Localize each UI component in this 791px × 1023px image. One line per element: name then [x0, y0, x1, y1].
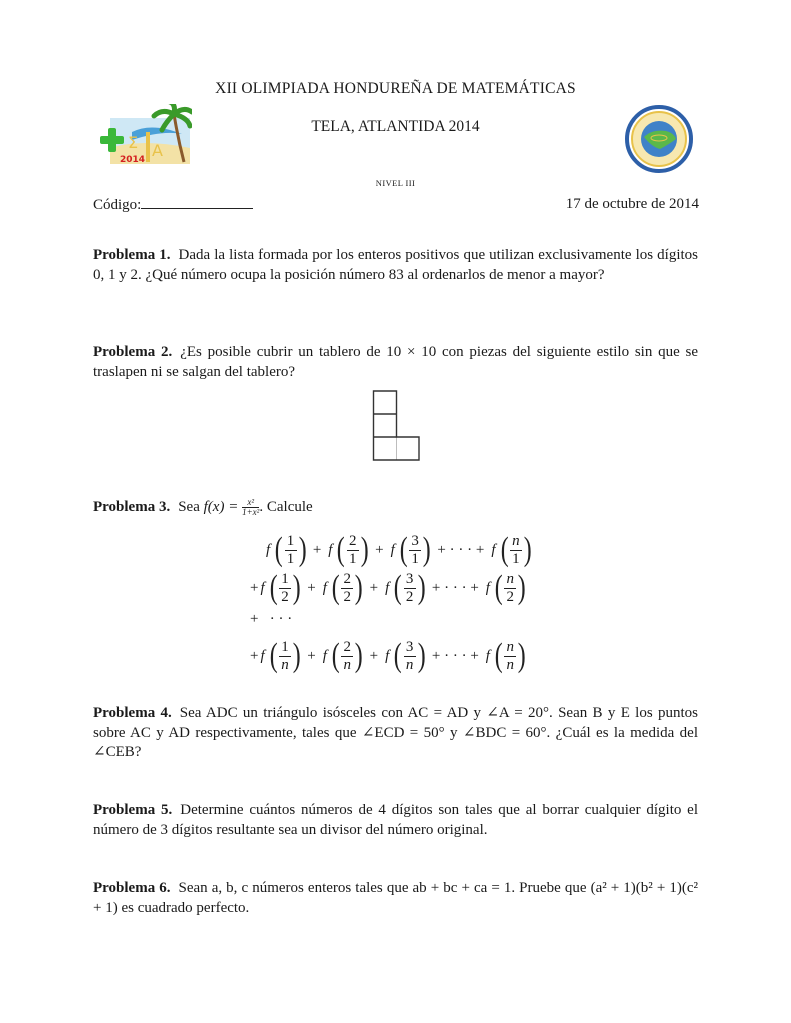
left-paren: (	[393, 637, 402, 674]
term-numerator: 3	[404, 639, 416, 657]
problem-3	[93, 498, 698, 518]
operator: +	[312, 541, 322, 558]
right-paren: )	[417, 569, 426, 606]
problem-1	[93, 246, 698, 285]
term-fraction	[504, 639, 516, 674]
function-symbol: f	[328, 541, 333, 558]
problem-label: Problema 3.	[93, 499, 171, 515]
svg-text:2014: 2014	[120, 155, 146, 165]
term-denominator: n	[506, 656, 515, 673]
operator: +	[250, 579, 259, 596]
code-field	[93, 196, 253, 214]
term-fraction	[279, 571, 291, 606]
sum-expression	[250, 530, 540, 680]
left-paren: (	[494, 637, 503, 674]
term-fraction	[409, 533, 421, 568]
operator: +	[250, 647, 259, 664]
left-paren: (	[331, 569, 340, 606]
code-blank-line	[141, 196, 253, 209]
operator: + · · · +	[437, 541, 485, 558]
term-numerator: n	[510, 533, 522, 551]
function-term	[484, 639, 528, 674]
problem-text: . Calcule	[259, 499, 313, 515]
operator: +	[307, 579, 316, 596]
term-fraction	[510, 533, 522, 568]
function-symbol: f	[322, 647, 327, 664]
term-denominator: 1	[286, 550, 295, 567]
right-paren: )	[354, 637, 363, 674]
problem-text: ¿Es posible cubrir un tablero de 10 × 10 con piezas del siguiente estilo sin que se traslapen ni se salgan del tablero?	[93, 344, 698, 380]
comite-nacional-olimpiadas-seal-icon	[618, 105, 700, 173]
term-numerator: 3	[404, 571, 416, 589]
right-paren: )	[292, 569, 301, 606]
problem-label: Problema 4.	[93, 705, 172, 721]
problem-text: Sea	[178, 499, 204, 515]
right-paren: )	[517, 569, 526, 606]
term-denominator: 1	[512, 550, 520, 567]
problem-4	[93, 704, 698, 763]
term-denominator: n	[343, 656, 352, 673]
left-paren: (	[337, 531, 346, 568]
term-numerator: n	[504, 639, 516, 657]
left-paren: (	[393, 569, 402, 606]
operator: +	[369, 579, 379, 596]
term-denominator: 2	[405, 588, 414, 605]
function-symbol: f	[260, 579, 265, 596]
operator: +	[369, 647, 379, 664]
term-fraction	[347, 533, 359, 568]
right-paren: )	[517, 637, 526, 674]
term-denominator: 1	[411, 550, 419, 567]
problem-2	[93, 343, 698, 382]
term-numerator: 2	[347, 533, 359, 551]
term-numerator: 1	[285, 533, 297, 551]
exam-location: TELA, ATLANTIDA 2014	[311, 118, 480, 135]
left-paren: (	[500, 531, 509, 568]
problem-text: Dada la lista formada por los enteros positivos que utilizan exclusivamente los dígitos 0, 1 y 2. ¿Qué número ocupa la posición número 83 al ordenarlos de menor a mayor?	[93, 247, 698, 283]
exam-title: XII OLIMPIADA HONDUREÑA DE MATEMÁTICAS	[215, 80, 576, 97]
function-term	[321, 571, 365, 606]
term-denominator: 2	[343, 588, 352, 605]
function-term	[258, 571, 302, 606]
problem-label: Problema 5.	[93, 802, 173, 818]
left-paren: (	[494, 569, 503, 606]
problem-text: Sean a, b, c números enteros tales que ab + bc + ca = 1. Pruebe que (a² + 1)(b² + 1)(c² + 1) es cuadrado perfecto.	[93, 880, 698, 916]
function-term	[258, 639, 302, 674]
problem-label: Problema 2.	[93, 344, 173, 360]
term-fraction	[341, 571, 353, 606]
function-fraction	[242, 498, 259, 517]
sum-row	[250, 636, 528, 676]
left-paren: (	[269, 637, 278, 674]
term-denominator: 1	[349, 550, 357, 567]
function-definition: f(x) =	[203, 499, 243, 515]
fraction-numerator: x²	[242, 498, 259, 508]
left-paren: (	[331, 637, 340, 674]
operator: + · · · +	[431, 647, 479, 664]
term-denominator: 2	[281, 588, 289, 605]
exam-date: 17 de octubre de 2014	[565, 196, 699, 212]
operator: +	[375, 541, 384, 558]
function-symbol: f	[260, 647, 265, 664]
problem-label: Problema 1.	[93, 247, 171, 263]
problem-6	[93, 879, 698, 918]
function-term	[383, 639, 427, 674]
exam-level: NIVEL III	[375, 178, 416, 188]
term-fraction	[404, 571, 416, 606]
function-term	[484, 571, 528, 606]
function-term	[326, 533, 370, 568]
right-paren: )	[298, 531, 307, 568]
term-numerator: 2	[341, 639, 353, 657]
l-tetromino-figure	[372, 390, 420, 467]
function-symbol: f	[390, 541, 395, 558]
term-fraction	[504, 571, 516, 606]
function-symbol: f	[491, 541, 496, 558]
term-numerator: 3	[409, 533, 421, 551]
term-fraction	[404, 639, 416, 674]
function-symbol: f	[485, 647, 490, 664]
problem-label: Problema 6.	[93, 880, 171, 896]
term-fraction	[341, 639, 353, 674]
function-term	[383, 571, 427, 606]
term-numerator: n	[504, 571, 516, 589]
problem-text: Sea ADC un triángulo isósceles con AC = AD y ∠A = 20°. Sean B y E los puntos sobre AC y AD respectivamente, tales que ∠ECD = 50° y ∠BDC = 60°. ¿Cuál es la medida del ∠CEB?	[93, 705, 698, 760]
problem-5	[93, 801, 698, 840]
right-paren: )	[417, 637, 426, 674]
fraction-denominator: 1+x²	[242, 507, 260, 518]
right-paren: )	[292, 637, 301, 674]
term-denominator: 2	[506, 588, 515, 605]
function-symbol: f	[385, 579, 390, 596]
right-paren: )	[354, 569, 363, 606]
term-denominator: n	[405, 656, 414, 673]
left-paren: (	[269, 569, 278, 606]
function-term	[489, 533, 533, 568]
function-term	[389, 533, 433, 568]
operator: +	[307, 647, 316, 664]
sum-row	[264, 530, 533, 570]
function-symbol: f	[266, 541, 271, 558]
right-paren: )	[422, 531, 431, 568]
function-term	[321, 639, 365, 674]
operator: + · · · +	[431, 579, 479, 596]
term-numerator: 2	[341, 571, 353, 589]
function-symbol: f	[485, 579, 490, 596]
function-term	[264, 533, 308, 568]
term-denominator: n	[281, 656, 289, 673]
svg-text:A: A	[152, 141, 163, 160]
left-paren: (	[274, 531, 283, 568]
problem-text: Determine cuántos números de 4 dígitos son tales que al borrar cualquier dígito el número de 3 dígitos resultante sea un divisor del número original.	[93, 802, 698, 838]
right-paren: )	[360, 531, 369, 568]
left-paren: (	[399, 531, 408, 568]
ellipsis-row: + · · ·	[250, 610, 293, 627]
term-fraction	[279, 639, 291, 674]
svg-text:Σ: Σ	[128, 133, 139, 152]
code-label: Código:	[93, 197, 142, 213]
term-fraction	[285, 533, 297, 568]
right-paren: )	[523, 531, 532, 568]
function-symbol: f	[322, 579, 327, 596]
term-numerator: 1	[279, 639, 291, 657]
function-symbol: f	[385, 647, 390, 664]
term-numerator: 1	[279, 571, 291, 589]
